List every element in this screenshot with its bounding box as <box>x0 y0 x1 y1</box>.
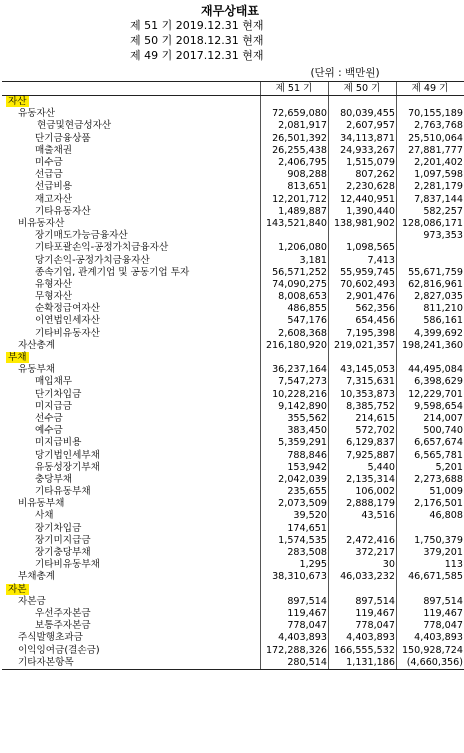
table-row <box>2 133 464 145</box>
table-row <box>2 425 464 437</box>
value-cell-fy50: 7,315,631 <box>329 376 397 388</box>
value-cell-fy50: 562,356 <box>329 303 397 315</box>
table-row <box>2 401 464 413</box>
value-cell-fy50: 46,033,232 <box>329 571 397 583</box>
value-cell-fy51: 2,081,917 <box>261 120 329 132</box>
value-cell-fy49 <box>397 523 464 535</box>
row-label <box>2 169 261 181</box>
value-cell-fy49 <box>397 254 464 266</box>
table-row <box>2 498 464 510</box>
item-label: 사채 <box>35 510 54 522</box>
item-label: 선급금 <box>35 169 63 181</box>
value-cell-fy51: 4,403,893 <box>261 632 329 644</box>
value-cell-fy51: 235,655 <box>261 486 329 498</box>
item-label: 자산총계 <box>18 339 56 351</box>
row-label <box>2 632 261 644</box>
value-cell-fy50: 1,098,565 <box>329 242 397 254</box>
item-label: 무형자산 <box>35 291 73 303</box>
table-row <box>2 364 464 376</box>
value-cell-fy51: 36,237,164 <box>261 364 329 376</box>
value-cell-fy49: 214,007 <box>397 413 464 425</box>
item-label: 미지급비용 <box>35 437 82 449</box>
value-cell-fy49: (4,660,356) <box>397 657 464 670</box>
row-label <box>2 401 261 413</box>
row-label <box>2 437 261 449</box>
value-cell-fy51: 2,073,509 <box>261 498 329 510</box>
value-cell-fy49: 51,009 <box>397 486 464 498</box>
row-label <box>2 474 261 486</box>
value-cell-fy51: 3,181 <box>261 254 329 266</box>
value-cell-fy50: 5,440 <box>329 462 397 474</box>
value-cell-fy49: 973,353 <box>397 230 464 242</box>
item-label: 우선주자본금 <box>35 607 91 619</box>
item-label: 매출채권 <box>35 144 73 156</box>
row-label <box>2 620 261 632</box>
table-row <box>2 620 464 632</box>
table-row <box>2 315 464 327</box>
value-cell-fy49: 62,816,961 <box>397 279 464 291</box>
row-label <box>2 376 261 388</box>
value-cell-fy50: 6,129,837 <box>329 437 397 449</box>
row-label <box>2 608 261 620</box>
value-cell-fy49: 2,281,179 <box>397 181 464 193</box>
value-cell-fy49: 2,827,035 <box>397 291 464 303</box>
table-row <box>2 596 464 608</box>
row-label <box>2 425 261 437</box>
row-label <box>2 571 261 583</box>
value-cell-fy50: 897,514 <box>329 596 397 608</box>
row-label <box>2 206 261 218</box>
value-cell-fy51: 26,255,438 <box>261 145 329 157</box>
period-51: 제 51 기 2019.12.31 현재 <box>130 19 264 32</box>
value-cell-fy49: 9,598,654 <box>397 401 464 413</box>
value-cell-fy51: 1,574,535 <box>261 535 329 547</box>
value-cell-fy49: 500,740 <box>397 425 464 437</box>
table-row <box>2 254 464 266</box>
value-cell-fy51: 38,310,673 <box>261 571 329 583</box>
row-label <box>2 194 261 206</box>
value-cell-fy49: 2,763,768 <box>397 120 464 132</box>
section-label: 자산 <box>8 96 27 108</box>
value-cell-fy49: 12,229,701 <box>397 389 464 401</box>
row-label <box>2 535 261 547</box>
section-label: 부채 <box>8 352 27 364</box>
item-label: 당기법인세부채 <box>35 449 100 461</box>
table-row <box>2 523 464 535</box>
table-row <box>2 169 464 181</box>
table-row <box>2 242 464 254</box>
value-cell-fy50: 7,925,887 <box>329 449 397 461</box>
header-label <box>2 82 261 96</box>
value-cell-fy49: 778,047 <box>397 620 464 632</box>
row-label <box>2 96 261 109</box>
row-label <box>2 254 261 266</box>
value-cell-fy51: 547,176 <box>261 315 329 327</box>
value-cell-fy50: 24,933,267 <box>329 145 397 157</box>
value-cell-fy50: 138,981,902 <box>329 218 397 230</box>
row-label <box>2 559 261 571</box>
value-cell-fy50: 12,440,951 <box>329 194 397 206</box>
header-fy51: 제 51 기 <box>261 82 329 96</box>
value-cell-fy50: 7,195,398 <box>329 328 397 340</box>
value-cell-fy49: 6,398,629 <box>397 376 464 388</box>
value-cell-fy49 <box>397 352 464 364</box>
value-cell-fy51: 119,467 <box>261 608 329 620</box>
value-cell-fy51: 2,406,795 <box>261 157 329 169</box>
item-label: 예수금 <box>35 425 63 437</box>
table-row <box>2 510 464 522</box>
row-label <box>2 328 261 340</box>
section-row <box>2 96 464 109</box>
item-label: 이익잉여금(결손금) <box>18 644 100 656</box>
value-cell-fy51: 486,855 <box>261 303 329 315</box>
value-cell-fy49: 4,399,692 <box>397 328 464 340</box>
value-cell-fy51: 174,651 <box>261 523 329 535</box>
value-cell-fy49: 6,565,781 <box>397 449 464 461</box>
row-label <box>2 498 261 510</box>
value-cell-fy51: 172,288,326 <box>261 644 329 656</box>
item-label: 이연법인세자산 <box>35 315 100 327</box>
section-row <box>2 352 464 364</box>
table-row <box>2 535 464 547</box>
item-label: 비유동부채 <box>18 498 65 510</box>
value-cell-fy49: 25,510,064 <box>397 133 464 145</box>
item-label: 자본금 <box>18 595 46 607</box>
table-row <box>2 291 464 303</box>
item-label: 순확정급여자산 <box>35 303 100 315</box>
row-label <box>2 315 261 327</box>
value-cell-fy51: 1,206,080 <box>261 242 329 254</box>
item-label: 기타비유동자산 <box>35 327 100 339</box>
item-label: 장기차입금 <box>35 522 82 534</box>
item-label: 재고자산 <box>35 193 73 205</box>
value-cell-fy49: 811,210 <box>397 303 464 315</box>
value-cell-fy50: 654,456 <box>329 315 397 327</box>
item-label: 선수금 <box>35 412 63 424</box>
value-cell-fy50: 80,039,455 <box>329 108 397 120</box>
row-label <box>2 657 261 670</box>
value-cell-fy51: 12,201,712 <box>261 194 329 206</box>
row-label <box>2 133 261 145</box>
item-label: 선급비용 <box>35 181 73 193</box>
value-cell-fy50: 1,515,079 <box>329 157 397 169</box>
value-cell-fy51: 897,514 <box>261 596 329 608</box>
row-label <box>2 413 261 425</box>
row-label <box>2 291 261 303</box>
value-cell-fy49: 44,495,084 <box>397 364 464 376</box>
value-cell-fy50: 43,145,053 <box>329 364 397 376</box>
value-cell-fy49: 2,273,688 <box>397 474 464 486</box>
table-row <box>2 181 464 193</box>
value-cell-fy51: 74,090,275 <box>261 279 329 291</box>
item-label: 충당부채 <box>35 473 73 485</box>
value-cell-fy50: 1,131,186 <box>329 657 397 670</box>
row-label <box>2 120 261 132</box>
value-cell-fy50: 166,555,532 <box>329 644 397 656</box>
row-label <box>2 596 261 608</box>
value-cell-fy51 <box>261 96 329 109</box>
value-cell-fy49: 119,467 <box>397 608 464 620</box>
period-49: 제 49 기 2017.12.31 현재 <box>130 49 264 62</box>
value-cell-fy49: 2,176,501 <box>397 498 464 510</box>
value-cell-fy50: 2,901,476 <box>329 291 397 303</box>
value-cell-fy50 <box>329 96 397 109</box>
table-row <box>2 571 464 583</box>
value-cell-fy49 <box>397 96 464 109</box>
row-label <box>2 364 261 376</box>
value-cell-fy50: 807,262 <box>329 169 397 181</box>
item-label: 부채총계 <box>18 571 56 583</box>
value-cell-fy50 <box>329 230 397 242</box>
table-row <box>2 230 464 242</box>
value-cell-fy51: 355,562 <box>261 413 329 425</box>
row-label <box>2 510 261 522</box>
value-cell-fy50: 2,888,179 <box>329 498 397 510</box>
value-cell-fy51: 788,846 <box>261 449 329 461</box>
value-cell-fy51: 7,547,273 <box>261 376 329 388</box>
value-cell-fy50: 10,353,873 <box>329 389 397 401</box>
value-cell-fy49: 379,201 <box>397 547 464 559</box>
item-label: 장기충당부채 <box>35 547 91 559</box>
value-cell-fy51: 813,651 <box>261 181 329 193</box>
value-cell-fy49: 198,241,360 <box>397 340 464 352</box>
item-label: 비유동자산 <box>18 217 65 229</box>
item-label: 보통주자본금 <box>35 620 91 632</box>
item-label: 미수금 <box>35 157 63 169</box>
value-cell-fy49: 6,657,674 <box>397 437 464 449</box>
value-cell-fy50 <box>329 584 397 596</box>
value-cell-fy49: 4,403,893 <box>397 632 464 644</box>
value-cell-fy51: 153,942 <box>261 462 329 474</box>
table-row <box>2 474 464 486</box>
value-cell-fy50: 4,403,893 <box>329 632 397 644</box>
row-label <box>2 145 261 157</box>
item-label: 종속기업, 관계기업 및 공동기업 투자 <box>35 266 190 278</box>
table-row <box>2 157 464 169</box>
value-cell-fy49: 150,928,724 <box>397 644 464 656</box>
value-cell-fy50: 1,390,440 <box>329 206 397 218</box>
table-row <box>2 145 464 157</box>
value-cell-fy51: 2,608,368 <box>261 328 329 340</box>
value-cell-fy51: 143,521,840 <box>261 218 329 230</box>
value-cell-fy49: 1,750,379 <box>397 535 464 547</box>
value-cell-fy50: 119,467 <box>329 608 397 620</box>
table-row <box>2 486 464 498</box>
value-cell-fy49: 113 <box>397 559 464 571</box>
value-cell-fy51: 216,180,920 <box>261 340 329 352</box>
section-row <box>2 584 464 596</box>
item-label: 기타비유동부채 <box>35 559 100 571</box>
row-label <box>2 523 261 535</box>
value-cell-fy51: 1,295 <box>261 559 329 571</box>
value-cell-fy51 <box>261 230 329 242</box>
page-title: 재무상태표 <box>201 4 259 18</box>
row-label <box>2 486 261 498</box>
value-cell-fy50 <box>329 352 397 364</box>
table-row <box>2 462 464 474</box>
value-cell-fy49: 897,514 <box>397 596 464 608</box>
table-row <box>2 389 464 401</box>
value-cell-fy49 <box>397 242 464 254</box>
table-row <box>2 120 464 132</box>
row-label <box>2 584 261 596</box>
value-cell-fy51: 5,359,291 <box>261 437 329 449</box>
table-header-row <box>2 82 464 96</box>
table-row <box>2 413 464 425</box>
value-cell-fy49: 7,837,144 <box>397 194 464 206</box>
value-cell-fy51: 56,571,252 <box>261 267 329 279</box>
value-cell-fy49: 5,201 <box>397 462 464 474</box>
value-cell-fy49: 70,155,189 <box>397 108 464 120</box>
value-cell-fy51: 2,042,039 <box>261 474 329 486</box>
table-row <box>2 194 464 206</box>
value-cell-fy51: 10,228,216 <box>261 389 329 401</box>
table-row <box>2 376 464 388</box>
value-cell-fy49: 46,671,585 <box>397 571 464 583</box>
item-label: 단기금융상품 <box>35 132 91 144</box>
item-label: 유동부채 <box>18 364 56 376</box>
value-cell-fy49: 27,881,777 <box>397 145 464 157</box>
table-row <box>2 328 464 340</box>
table-row <box>2 340 464 352</box>
item-label: 기타유동자산 <box>35 205 91 217</box>
item-label: 장기미지급금 <box>35 534 91 546</box>
table-row <box>2 108 464 120</box>
item-label: 주식발행초과금 <box>18 632 83 644</box>
row-label <box>2 242 261 254</box>
header-fy50: 제 50 기 <box>329 82 397 96</box>
table-row <box>2 608 464 620</box>
section-label: 자본 <box>8 583 27 595</box>
value-cell-fy51: 26,501,392 <box>261 133 329 145</box>
period-50: 제 50 기 2018.12.31 현재 <box>130 34 264 47</box>
item-label: 기타포괄손익-공정가치금융자산 <box>35 242 169 254</box>
value-cell-fy51: 9,142,890 <box>261 401 329 413</box>
item-label: 현금및현금성자산 <box>37 120 112 132</box>
value-cell-fy51: 280,514 <box>261 657 329 670</box>
row-label <box>2 230 261 242</box>
row-label <box>2 547 261 559</box>
table-row <box>2 632 464 644</box>
row-label <box>2 303 261 315</box>
table-row <box>2 547 464 559</box>
value-cell-fy51: 778,047 <box>261 620 329 632</box>
row-label <box>2 389 261 401</box>
row-label <box>2 267 261 279</box>
row-label <box>2 462 261 474</box>
table-row <box>2 559 464 571</box>
value-cell-fy50: 7,413 <box>329 254 397 266</box>
value-cell-fy50: 214,615 <box>329 413 397 425</box>
value-cell-fy50: 2,607,957 <box>329 120 397 132</box>
row-label <box>2 340 261 352</box>
unit-label: (단위 : 백만원) <box>310 67 380 79</box>
value-cell-fy50: 572,702 <box>329 425 397 437</box>
item-label: 기타자본항목 <box>18 656 74 668</box>
value-cell-fy50: 70,602,493 <box>329 279 397 291</box>
table-row <box>2 218 464 230</box>
value-cell-fy49: 586,161 <box>397 315 464 327</box>
table-row <box>2 279 464 291</box>
table-row <box>2 644 464 656</box>
row-label <box>2 157 261 169</box>
value-cell-fy50: 8,385,752 <box>329 401 397 413</box>
table-row <box>2 206 464 218</box>
value-cell-fy49: 46,808 <box>397 510 464 522</box>
item-label: 미지급금 <box>35 400 73 412</box>
value-cell-fy50: 778,047 <box>329 620 397 632</box>
value-cell-fy50: 2,135,314 <box>329 474 397 486</box>
row-label <box>2 279 261 291</box>
item-label: 유동자산 <box>18 108 56 120</box>
value-cell-fy50: 106,002 <box>329 486 397 498</box>
item-label: 유형자산 <box>35 278 73 290</box>
balance-sheet-table <box>2 81 464 670</box>
table-row <box>2 657 464 670</box>
value-cell-fy51: 283,508 <box>261 547 329 559</box>
value-cell-fy50: 34,113,871 <box>329 133 397 145</box>
value-cell-fy50: 43,516 <box>329 510 397 522</box>
value-cell-fy50: 219,021,357 <box>329 340 397 352</box>
header-fy49: 제 49 기 <box>397 82 464 96</box>
value-cell-fy51: 908,288 <box>261 169 329 181</box>
value-cell-fy50: 2,472,416 <box>329 535 397 547</box>
value-cell-fy50: 2,230,628 <box>329 181 397 193</box>
item-label: 유동성장기부채 <box>35 461 100 473</box>
value-cell-fy51: 1,489,887 <box>261 206 329 218</box>
value-cell-fy49: 1,097,598 <box>397 169 464 181</box>
item-label: 기타유동부채 <box>35 486 91 498</box>
value-cell-fy51: 39,520 <box>261 510 329 522</box>
value-cell-fy50 <box>329 523 397 535</box>
row-label <box>2 449 261 461</box>
row-label <box>2 181 261 193</box>
value-cell-fy50: 30 <box>329 559 397 571</box>
value-cell-fy51 <box>261 584 329 596</box>
item-label: 매입채무 <box>35 376 73 388</box>
item-label: 당기손익-공정가치금융자산 <box>35 254 150 266</box>
row-label <box>2 108 261 120</box>
value-cell-fy49 <box>397 584 464 596</box>
value-cell-fy49: 2,201,402 <box>397 157 464 169</box>
value-cell-fy49: 582,257 <box>397 206 464 218</box>
value-cell-fy51 <box>261 352 329 364</box>
row-label <box>2 352 261 364</box>
value-cell-fy50: 372,217 <box>329 547 397 559</box>
table-row <box>2 267 464 279</box>
row-label <box>2 218 261 230</box>
table-row <box>2 437 464 449</box>
item-label: 장기매도가능금융자산 <box>35 230 128 242</box>
value-cell-fy51: 8,008,653 <box>261 291 329 303</box>
value-cell-fy49: 55,671,759 <box>397 267 464 279</box>
value-cell-fy50: 55,959,745 <box>329 267 397 279</box>
item-label: 단기차입금 <box>35 388 82 400</box>
row-label <box>2 644 261 656</box>
table-row <box>2 303 464 315</box>
value-cell-fy51: 383,450 <box>261 425 329 437</box>
value-cell-fy49: 128,086,171 <box>397 218 464 230</box>
value-cell-fy51: 72,659,080 <box>261 108 329 120</box>
table-row <box>2 449 464 461</box>
